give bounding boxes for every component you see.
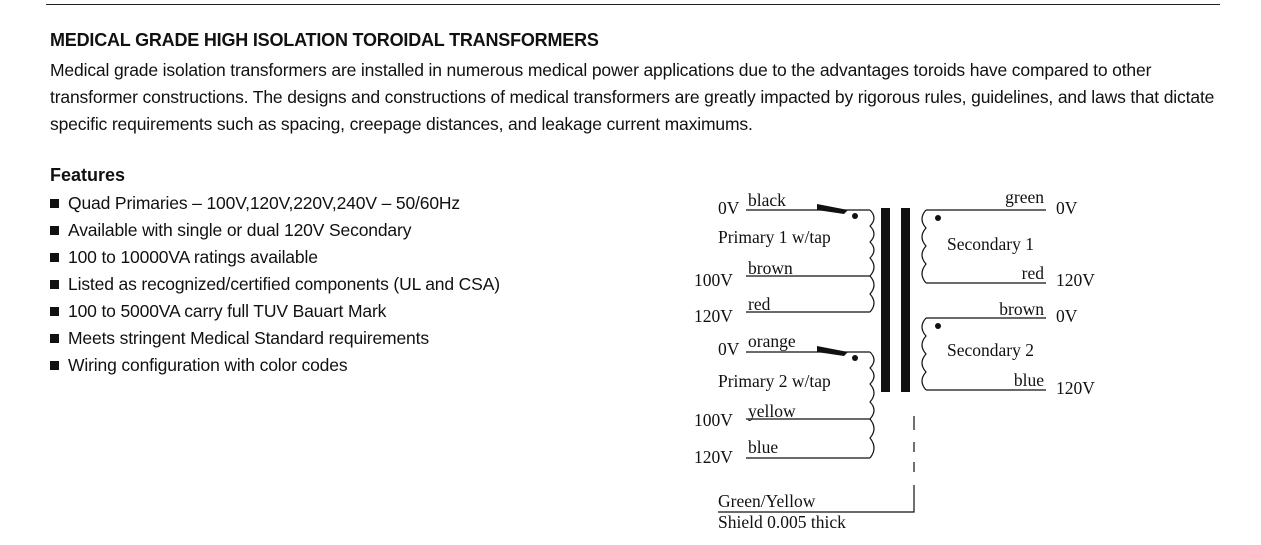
- primary1-polarity-arrow: [817, 204, 848, 214]
- primary1-voltage-1: 100V: [694, 270, 733, 290]
- square-bullet-icon: [50, 280, 59, 289]
- feature-item: [50, 271, 500, 298]
- primary1-label: Primary 1 w/tap: [718, 227, 831, 247]
- feature-text: Quad Primaries – 100V,120V,220V,240V – 50/60Hz: [68, 193, 461, 213]
- primary2-wire-color-2: blue: [748, 437, 779, 457]
- secondary2-voltage-1: 120V: [1056, 378, 1095, 398]
- wiring-diagram: [680, 180, 1120, 540]
- feature-item: [50, 352, 500, 379]
- primary2-wire-color-0: orange: [748, 331, 796, 351]
- primary2-label: Primary 2 w/tap: [718, 371, 831, 391]
- square-bullet-icon: [50, 226, 59, 235]
- secondary2-voltage-0: 0V: [1056, 306, 1078, 326]
- top-divider: [46, 4, 1220, 5]
- secondary1-wire-color-1: red: [1021, 263, 1044, 283]
- description-paragraph: Medical grade isolation transformers are installed in numerous medical power applications due to the advantages toroids have compared to other transformer constructions. The designs and constructions of medical transformers are greatly impacted by rigorous rules, guidelines, and laws that dictate specific requirements such as spacing, creepage distances, and leakage current maximums.: [50, 60, 1215, 134]
- primary1-coil: [870, 210, 874, 312]
- primary2-coil: [870, 352, 874, 458]
- feature-text: Wiring configuration with color codes: [68, 355, 348, 375]
- secondary2-polarity-dot: [935, 323, 941, 329]
- secondary2-coil: [922, 318, 926, 390]
- feature-text: 100 to 5000VA carry full TUV Bauart Mark: [68, 301, 387, 321]
- primary2-polarity-arrow: [817, 346, 848, 356]
- secondary1-voltage-1: 120V: [1056, 270, 1095, 290]
- page-title: MEDICAL GRADE HIGH ISOLATION TOROIDAL TRANSFORMERS: [50, 30, 599, 50]
- secondary1-voltage-0: 0V: [1056, 198, 1078, 218]
- square-bullet-icon: [50, 199, 59, 208]
- feature-item: [50, 190, 500, 217]
- secondary2-label: Secondary 2: [947, 340, 1034, 360]
- secondary1-polarity-dot: [935, 215, 941, 221]
- primary1-voltage-0: 0V: [718, 198, 740, 218]
- secondary1-coil: [922, 210, 926, 283]
- feature-item: [50, 298, 500, 325]
- square-bullet-icon: [50, 334, 59, 343]
- primary1-wire-color-1: brown: [748, 258, 793, 278]
- square-bullet-icon: [50, 307, 59, 316]
- primary2-voltage-0: 0V: [718, 339, 740, 359]
- secondary2-wire-color-1: blue: [1013, 370, 1044, 390]
- shield-color-label: Green/Yellow: [718, 491, 816, 511]
- feature-text: Listed as recognized/certified components (UL and CSA): [68, 274, 500, 294]
- features-heading: Features: [50, 165, 126, 185]
- primary1-wire-color-0: black: [748, 190, 786, 210]
- primary2-voltage-1: 100V: [694, 410, 733, 430]
- primary2-wire-color-1: yellow: [748, 401, 796, 421]
- feature-item: [50, 217, 500, 244]
- primary2-polarity-dot: [852, 355, 858, 361]
- primary1-voltage-2: 120V: [694, 306, 733, 326]
- feature-text: Meets stringent Medical Standard requirements: [68, 328, 429, 348]
- secondary1-wire-color-0: green: [1005, 187, 1044, 207]
- primary2-voltage-2: 120V: [694, 447, 733, 467]
- core-bar-left: [881, 208, 890, 392]
- square-bullet-icon: [50, 253, 59, 262]
- feature-item: [50, 244, 500, 271]
- shield-thickness-label: Shield 0.005 thick: [718, 512, 846, 532]
- primary1-wire-color-2: red: [748, 294, 771, 314]
- core-bar-right: [901, 208, 910, 392]
- features-list: [50, 190, 500, 379]
- secondary2-wire-color-0: brown: [999, 299, 1044, 319]
- feature-text: 100 to 10000VA ratings available: [68, 247, 318, 267]
- feature-text: Available with single or dual 120V Secondary: [68, 220, 412, 240]
- square-bullet-icon: [50, 361, 59, 370]
- secondary1-label: Secondary 1: [947, 234, 1034, 254]
- primary1-polarity-dot: [852, 213, 858, 219]
- feature-item: [50, 325, 500, 352]
